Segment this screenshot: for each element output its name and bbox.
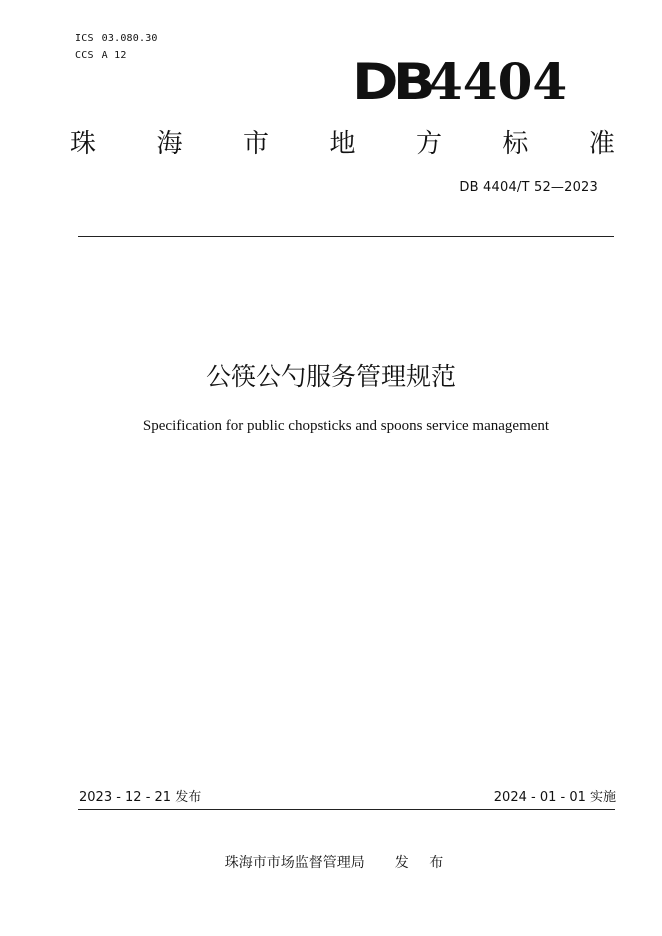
ccs-label: CCS [75,50,94,61]
issuer-action: 发 布 [394,855,452,871]
standard-type-heading [70,126,615,162]
issuer-name: 珠海市市场监督管理局 [224,855,365,871]
standard-type-char: 市 [242,129,269,159]
standard-type-char: 准 [588,129,615,159]
standard-type-char: 地 [329,129,356,159]
ccs-classification [75,48,127,64]
ccs-code: A 12 [101,50,127,61]
issue-date: 2023 - 12 - 21 发布 [79,790,202,805]
standard-logo [352,52,572,111]
issuing-authority [0,853,662,873]
standard-type-char: 方 [415,129,442,159]
implementation-date: 2024 - 01 - 01 实施 [493,790,616,805]
standard-number: DB 4404/T 52—2023 [459,180,598,195]
bottom-divider [78,809,615,810]
ics-label: ICS [75,33,94,44]
document-title-chinese: 公筷公勺服务管理规范 [205,362,456,391]
top-divider [78,236,614,237]
ics-classification [75,31,158,47]
logo-number: 4404 [428,52,568,111]
document-title-english: Specification for public chopsticks and spoons service management [142,418,550,434]
standard-type-char: 海 [156,129,183,159]
standard-type-char: 标 [502,129,529,159]
standard-type-char: 珠 [70,129,97,159]
logo-letters: DB [352,53,430,111]
ics-code: 03.080.30 [101,33,158,44]
